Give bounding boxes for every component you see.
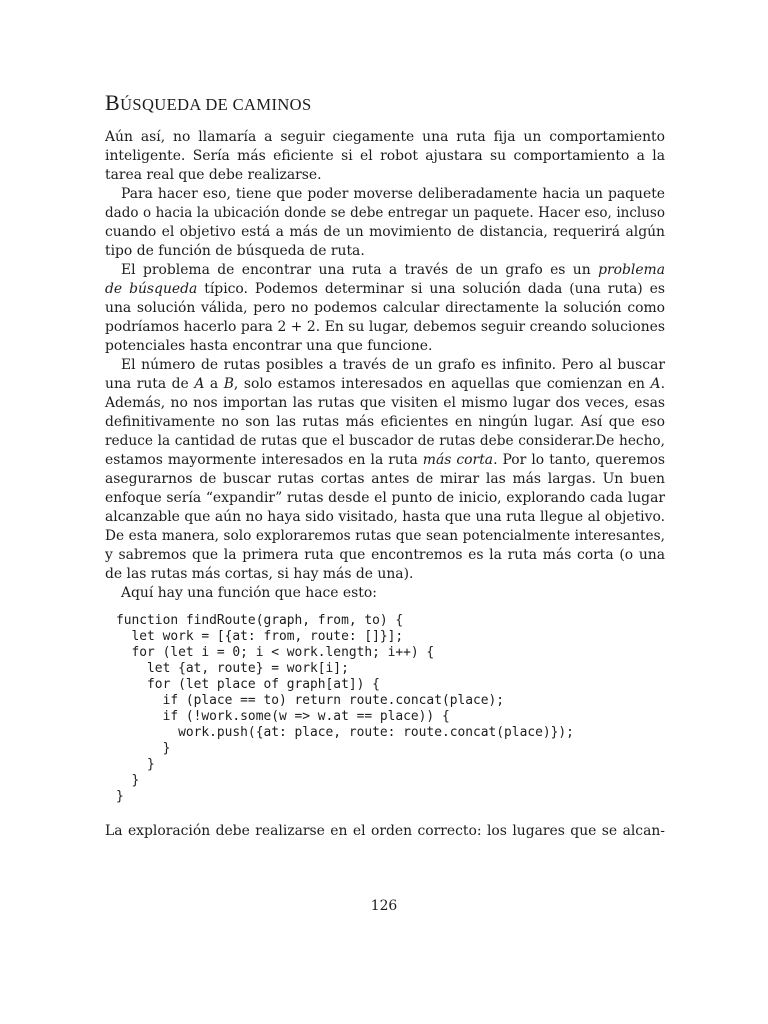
text-line: El problema de encontrar una ruta a través de un grafo es un problema: [121, 262, 665, 278]
text-line: De esta manera, solo exploraremos rutas que sean potencialmente interesantes,: [105, 528, 665, 544]
code-line: if (place == to) return route.concat(place);: [116, 693, 505, 708]
math-variable: A: [650, 376, 661, 392]
text-line: enfoque sería “expandir” rutas desde el punto de inicio, explorando cada lugar: [105, 490, 665, 506]
text-line: Aún así, no llamaría a seguir ciegamente una ruta fija un comportamiento: [105, 129, 665, 145]
text-line: Además, no nos importan las rutas que visiten el mismo lugar dos veces, esas: [105, 395, 665, 411]
text-line: inteligente. Sería más eficiente si el robot ajustara su comportamiento a la: [105, 148, 665, 164]
code-line: }: [116, 789, 124, 804]
page-number: 126: [370, 898, 398, 914]
text-line: de las rutas más cortas, si hay más de una).: [105, 566, 414, 582]
emphasis: problema: [598, 262, 665, 278]
text-line: La exploración debe realizarse en el orden correcto: los lugares que se alcan-: [105, 823, 665, 839]
text-line: asegurarnos de buscar rutas cortas antes de mirar las más largas. Un buen: [105, 471, 665, 487]
emphasis: más corta: [422, 452, 494, 468]
text-line: de búsqueda típico. Podemos determinar si una solución dada (una ruta) es: [105, 281, 665, 297]
text-line: dado o hacia la ubicación donde se debe entregar un paquete. Hacer eso, incluso: [105, 205, 665, 221]
code-line: }: [116, 741, 171, 756]
text-line: tarea real que debe realizarse.: [105, 167, 322, 183]
text-line: estamos mayormente interesados en la ruta más corta. Por lo tanto, queremos: [105, 452, 666, 468]
code-line: let work = [{at: from, route: []}];: [116, 629, 404, 644]
code-line: function findRoute(graph, from, to) {: [116, 613, 404, 628]
section-heading: [105, 90, 312, 116]
code-line: if (!work.some(w => w.at == place)) {: [116, 709, 450, 724]
code-line: }: [116, 773, 140, 788]
text-line: definitivamente no son las rutas más eficientes en ningún lugar. Así que eso: [105, 414, 665, 430]
code-line: }: [116, 757, 155, 772]
code-line: for (let i = 0; i < work.length; i++) {: [116, 645, 435, 660]
text-line: potenciales hasta encontrar una que funcione.: [105, 338, 433, 354]
text-line: reduce la cantidad de rutas que el buscador de rutas debe considerar.De hecho,: [105, 433, 665, 449]
text-line: Para hacer eso, tiene que poder moverse deliberadamente hacia un paquete: [121, 186, 665, 202]
text-line: alcanzable que aún no haya sido visitado, hasta que una ruta llegue al objetivo.: [105, 509, 665, 525]
code-line: let {at, route} = work[i];: [116, 661, 349, 676]
text-line: cuando el objetivo está a más de un movimiento de distancia, requerirá algún: [105, 224, 665, 240]
code-line: for (let place of graph[at]) {: [116, 677, 380, 692]
text-line: una ruta de A a B, solo estamos interesados en aquellas que comienzan en A.: [105, 376, 665, 392]
text-line: y sabremos que la primera ruta que encontremos es la ruta más corta (o una: [105, 547, 665, 563]
math-variable: A: [194, 376, 205, 392]
emphasis: de búsqueda: [105, 281, 198, 297]
code-line: work.push({at: place, route: route.concat(place)});: [116, 725, 574, 740]
heading-initial: B: [105, 90, 121, 115]
text-line: podríamos hacerlo para 2 + 2. En su lugar, debemos seguir creando soluciones: [105, 319, 665, 335]
text-line: tipo de función de búsqueda de ruta.: [105, 243, 365, 259]
heading-rest: ÚSQUEDA DE CAMINOS: [120, 95, 312, 114]
text-line: El número de rutas posibles a través de un grafo es infinito. Pero al buscar: [121, 357, 665, 373]
text-line: una solución válida, pero no podemos calcular directamente la solución como: [105, 300, 665, 316]
text-line: Aquí hay una función que hace esto:: [121, 585, 377, 601]
math-variable: B: [223, 376, 234, 392]
